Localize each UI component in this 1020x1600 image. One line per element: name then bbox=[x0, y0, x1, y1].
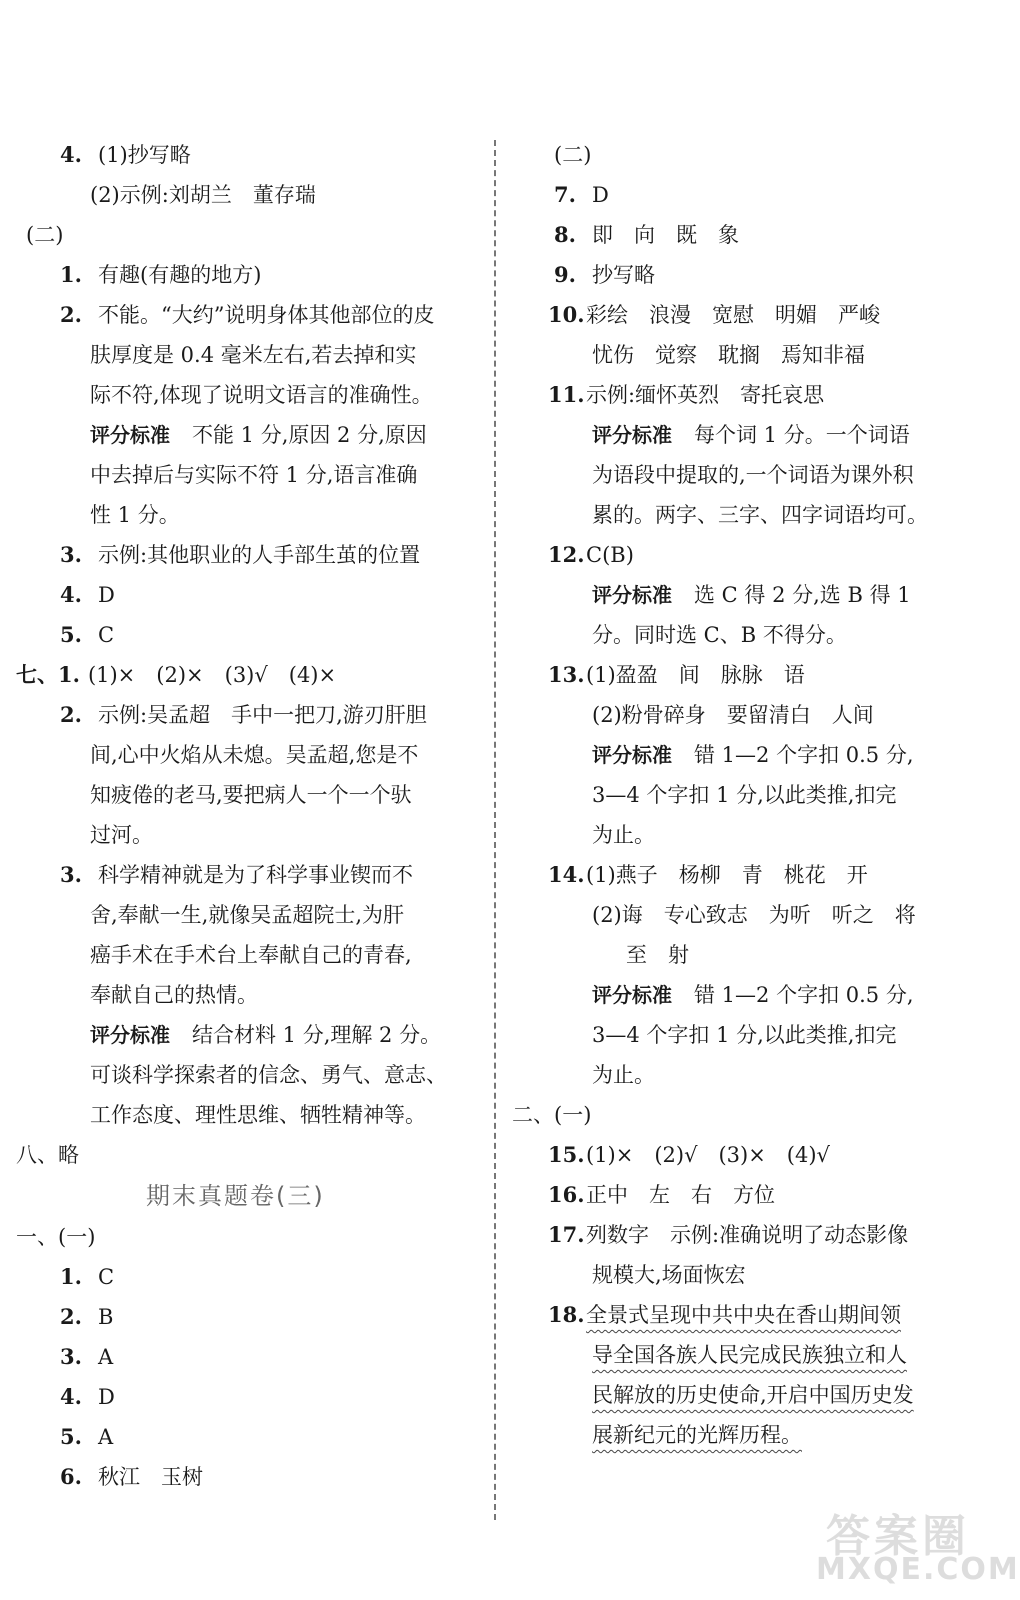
watermark-logo: 答案圈 MXQE.COM bbox=[816, 1511, 1020, 1587]
right-line-12 bbox=[592, 580, 911, 610]
scoring-standard-label: 评分标准 bbox=[592, 983, 672, 1007]
right-line-15 bbox=[592, 700, 874, 730]
line-text: 工作态度、理性思维、牺牲精神等。 bbox=[90, 1103, 426, 1127]
right-line-30 bbox=[548, 1300, 901, 1330]
left-line-14 bbox=[16, 660, 336, 690]
right-line-25 bbox=[512, 1100, 591, 1130]
left-line-12 bbox=[60, 580, 115, 610]
right-line-27 bbox=[548, 1180, 775, 1210]
line-text: 为语段中提取的,一个词语为课外积 bbox=[592, 463, 914, 487]
item-number: 14. bbox=[548, 862, 585, 887]
line-text: C(B) bbox=[586, 543, 634, 567]
scoring-standard-label: 评分标准 bbox=[592, 583, 672, 607]
line-text: 舍,奉献一生,就像吴孟超院士,为肝 bbox=[90, 903, 405, 927]
left-line-28 bbox=[60, 1262, 114, 1292]
line-text: 奉献自己的热情。 bbox=[90, 983, 258, 1007]
line-text: 二、(一) bbox=[512, 1103, 592, 1127]
right-line-24 bbox=[592, 1060, 655, 1090]
line-text: 过河。 bbox=[90, 823, 153, 847]
right-line-11 bbox=[548, 540, 634, 570]
right-line-18 bbox=[592, 820, 655, 850]
left-line-30 bbox=[60, 1342, 113, 1372]
line-text: 正中 左 右 方位 bbox=[586, 1183, 775, 1207]
left-line-24 bbox=[90, 1060, 447, 1090]
right-line-14 bbox=[548, 660, 805, 690]
line-text: 为止。 bbox=[592, 1063, 655, 1087]
left-line-15 bbox=[60, 700, 427, 730]
left-line-5 bbox=[60, 300, 434, 330]
line-text: (1)× (2)× (3)√ (4)× bbox=[87, 663, 337, 687]
right-line-2 bbox=[554, 180, 609, 210]
item-number: 七、1. bbox=[16, 662, 80, 687]
line-text: 即 向 既 象 bbox=[592, 223, 739, 247]
right-line-26 bbox=[548, 1140, 830, 1170]
line-text: 至 射 bbox=[626, 943, 689, 967]
line-text: 间,心中火焰从未熄。吴孟超,您是不 bbox=[90, 743, 419, 767]
item-number: 5. bbox=[60, 1424, 82, 1449]
item-number: 15. bbox=[548, 1142, 585, 1167]
right-line-4 bbox=[554, 260, 655, 290]
item-number: 3. bbox=[60, 542, 82, 567]
right-line-29 bbox=[592, 1260, 746, 1290]
line-text: 每个词 1 分。一个词语 bbox=[694, 423, 910, 447]
line-text: 抄写略 bbox=[592, 263, 655, 287]
right-line-23 bbox=[592, 1020, 896, 1050]
line-text: 全景式呈现中共中央在香山期间领 bbox=[586, 1303, 901, 1327]
item-number: 4. bbox=[60, 1384, 82, 1409]
line-text: 累的。两字、三字、四字词语均可。 bbox=[592, 503, 928, 527]
scoring-standard-label: 评分标准 bbox=[90, 1023, 170, 1047]
item-number: 17. bbox=[548, 1222, 585, 1247]
line-text: 际不符,体现了说明文语言的准确性。 bbox=[90, 383, 433, 407]
left-line-10 bbox=[90, 500, 180, 530]
line-text: 中去掉后与实际不符 1 分,语言准确 bbox=[90, 463, 418, 487]
item-number: 6. bbox=[60, 1464, 82, 1489]
right-line-1 bbox=[554, 140, 591, 170]
right-line-22 bbox=[592, 980, 914, 1010]
left-line-32 bbox=[60, 1422, 113, 1452]
line-text: (二) bbox=[26, 223, 64, 247]
left-line-17 bbox=[90, 780, 412, 810]
line-text: (1)抄写略 bbox=[98, 143, 191, 167]
line-text: 展新纪元的光辉历程。 bbox=[592, 1423, 802, 1447]
item-number: 1. bbox=[60, 1264, 82, 1289]
left-line-19 bbox=[60, 860, 413, 890]
section-title: 期末真题卷(三) bbox=[146, 1182, 325, 1210]
right-line-33 bbox=[592, 1420, 802, 1450]
line-text: 科学精神就是为了科学事业锲而不 bbox=[98, 863, 413, 887]
item-number: 3. bbox=[60, 862, 82, 887]
line-text: B bbox=[98, 1305, 114, 1329]
line-text: (1)燕子 杨柳 青 桃花 开 bbox=[586, 863, 868, 887]
line-text: 有趣(有趣的地方) bbox=[98, 263, 262, 287]
left-line-9 bbox=[90, 460, 417, 490]
line-text: 癌手术在手术台上奉献自己的青春, bbox=[90, 943, 412, 967]
line-text: 规模大,场面恢宏 bbox=[592, 1263, 746, 1287]
line-text: 分。同时选 C、B 不得分。 bbox=[592, 623, 847, 647]
line-text: 彩绘 浪漫 宽慰 明媚 严峻 bbox=[586, 303, 880, 327]
line-text: 可谈科学探索者的信念、勇气、意志、 bbox=[90, 1063, 447, 1087]
item-number: 10. bbox=[548, 302, 585, 327]
line-text: 导全国各族人民完成民族独立和人 bbox=[592, 1343, 907, 1367]
right-line-3 bbox=[554, 220, 739, 250]
item-number: 18. bbox=[548, 1302, 585, 1327]
left-line-20 bbox=[90, 900, 404, 930]
line-text: (1)盈盈 间 脉脉 语 bbox=[586, 663, 805, 687]
right-line-31 bbox=[592, 1340, 907, 1370]
item-number: 8. bbox=[554, 222, 576, 247]
item-number: 7. bbox=[554, 182, 576, 207]
left-line-6 bbox=[90, 340, 416, 370]
left-line-25 bbox=[90, 1100, 426, 1130]
right-line-6 bbox=[592, 340, 865, 370]
line-text: (2)诲 专心致志 为听 听之 将 bbox=[592, 903, 916, 927]
line-text: A bbox=[98, 1425, 114, 1449]
line-text: D bbox=[98, 1385, 115, 1409]
line-text: 肤厚度是 0.4 毫米左右,若去掉和实 bbox=[90, 343, 417, 367]
item-number: 16. bbox=[548, 1182, 585, 1207]
right-line-7 bbox=[548, 380, 824, 410]
column-divider bbox=[494, 140, 496, 1520]
item-number: 11. bbox=[548, 382, 585, 407]
item-number: 3. bbox=[60, 1344, 82, 1369]
left-line-21 bbox=[90, 940, 412, 970]
item-number: 9. bbox=[554, 262, 576, 287]
line-text: 错 1—2 个字扣 0.5 分, bbox=[694, 983, 914, 1007]
line-text: 性 1 分。 bbox=[90, 503, 180, 527]
left-line-8 bbox=[90, 420, 427, 450]
right-line-28 bbox=[548, 1220, 908, 1250]
line-text: 不能 1 分,原因 2 分,原因 bbox=[192, 423, 427, 447]
item-number: 1. bbox=[60, 262, 82, 287]
line-text: 为止。 bbox=[592, 823, 655, 847]
scoring-standard-label: 评分标准 bbox=[592, 423, 672, 447]
line-text: 列数字 示例:准确说明了动态影像 bbox=[586, 1223, 909, 1247]
right-line-20 bbox=[592, 900, 916, 930]
item-number: 13. bbox=[548, 662, 585, 687]
item-number: 5. bbox=[60, 622, 82, 647]
left-line-1 bbox=[60, 140, 191, 170]
left-line-23 bbox=[90, 1020, 441, 1050]
line-text: A bbox=[98, 1345, 114, 1369]
right-line-8 bbox=[592, 420, 910, 450]
item-number: 4. bbox=[60, 142, 82, 167]
line-text: 一、(一) bbox=[16, 1225, 96, 1249]
left-line-13 bbox=[60, 620, 114, 650]
line-text: 3—4 个字扣 1 分,以此类推,扣完 bbox=[592, 783, 897, 807]
right-line-10 bbox=[592, 500, 928, 530]
left-line-27 bbox=[16, 1222, 95, 1252]
left-line-4 bbox=[60, 260, 261, 290]
right-line-13 bbox=[592, 620, 847, 650]
line-text: 3—4 个字扣 1 分,以此类推,扣完 bbox=[592, 1023, 897, 1047]
line-text: 民解放的历史使命,开启中国历史发 bbox=[592, 1383, 914, 1407]
line-text: (2)粉骨碎身 要留清白 人间 bbox=[592, 703, 874, 727]
line-text: 不能。“大约”说明身体其他部位的皮 bbox=[98, 303, 435, 327]
item-number: 12. bbox=[548, 542, 585, 567]
right-line-19 bbox=[548, 860, 868, 890]
line-text: 示例:其他职业的人手部生茧的位置 bbox=[98, 543, 421, 567]
item-number: 4. bbox=[60, 582, 82, 607]
left-line-18 bbox=[90, 820, 153, 850]
item-number: 2. bbox=[60, 1304, 82, 1329]
left-line-16 bbox=[90, 740, 418, 770]
line-text: D bbox=[592, 183, 609, 207]
line-text: 秋江 玉树 bbox=[98, 1465, 203, 1489]
line-text: C bbox=[98, 623, 115, 647]
line-text: (2)示例:刘胡兰 董存瑞 bbox=[90, 183, 316, 207]
scoring-standard-label: 评分标准 bbox=[592, 743, 672, 767]
line-text: 示例:缅怀英烈 寄托哀思 bbox=[586, 383, 825, 407]
right-line-17 bbox=[592, 780, 896, 810]
line-text: (二) bbox=[554, 143, 592, 167]
line-text: 知疲倦的老马,要把病人一个一个驮 bbox=[90, 783, 412, 807]
line-text: 示例:吴孟超 手中一把刀,游刃肝胆 bbox=[98, 703, 427, 727]
line-text: C bbox=[98, 1265, 115, 1289]
left-line-2 bbox=[90, 180, 316, 210]
scoring-standard-label: 评分标准 bbox=[90, 423, 170, 447]
right-line-32 bbox=[592, 1380, 914, 1410]
left-line-31 bbox=[60, 1382, 115, 1412]
line-text: D bbox=[98, 583, 115, 607]
line-text: 错 1—2 个字扣 0.5 分, bbox=[694, 743, 914, 767]
line-text: 选 C 得 2 分,选 B 得 1 bbox=[694, 583, 911, 607]
left-line-11 bbox=[60, 540, 420, 570]
right-line-16 bbox=[592, 740, 914, 770]
line-text: 八、略 bbox=[16, 1143, 79, 1167]
left-line-33 bbox=[60, 1462, 203, 1492]
item-number: 2. bbox=[60, 702, 82, 727]
left-line-3 bbox=[26, 220, 63, 250]
left-line-26 bbox=[16, 1140, 79, 1170]
line-text: 忧伤 觉察 耽搁 焉知非福 bbox=[592, 343, 865, 367]
right-line-5 bbox=[548, 300, 880, 330]
left-line-7 bbox=[90, 380, 433, 410]
left-line-29 bbox=[60, 1302, 113, 1332]
right-line-9 bbox=[592, 460, 914, 490]
right-line-21 bbox=[626, 940, 689, 970]
item-number: 2. bbox=[60, 302, 82, 327]
line-text: 结合材料 1 分,理解 2 分。 bbox=[192, 1023, 442, 1047]
line-text: (1)× (2)√ (3)× (4)√ bbox=[586, 1143, 830, 1167]
left-line-22 bbox=[90, 980, 258, 1010]
